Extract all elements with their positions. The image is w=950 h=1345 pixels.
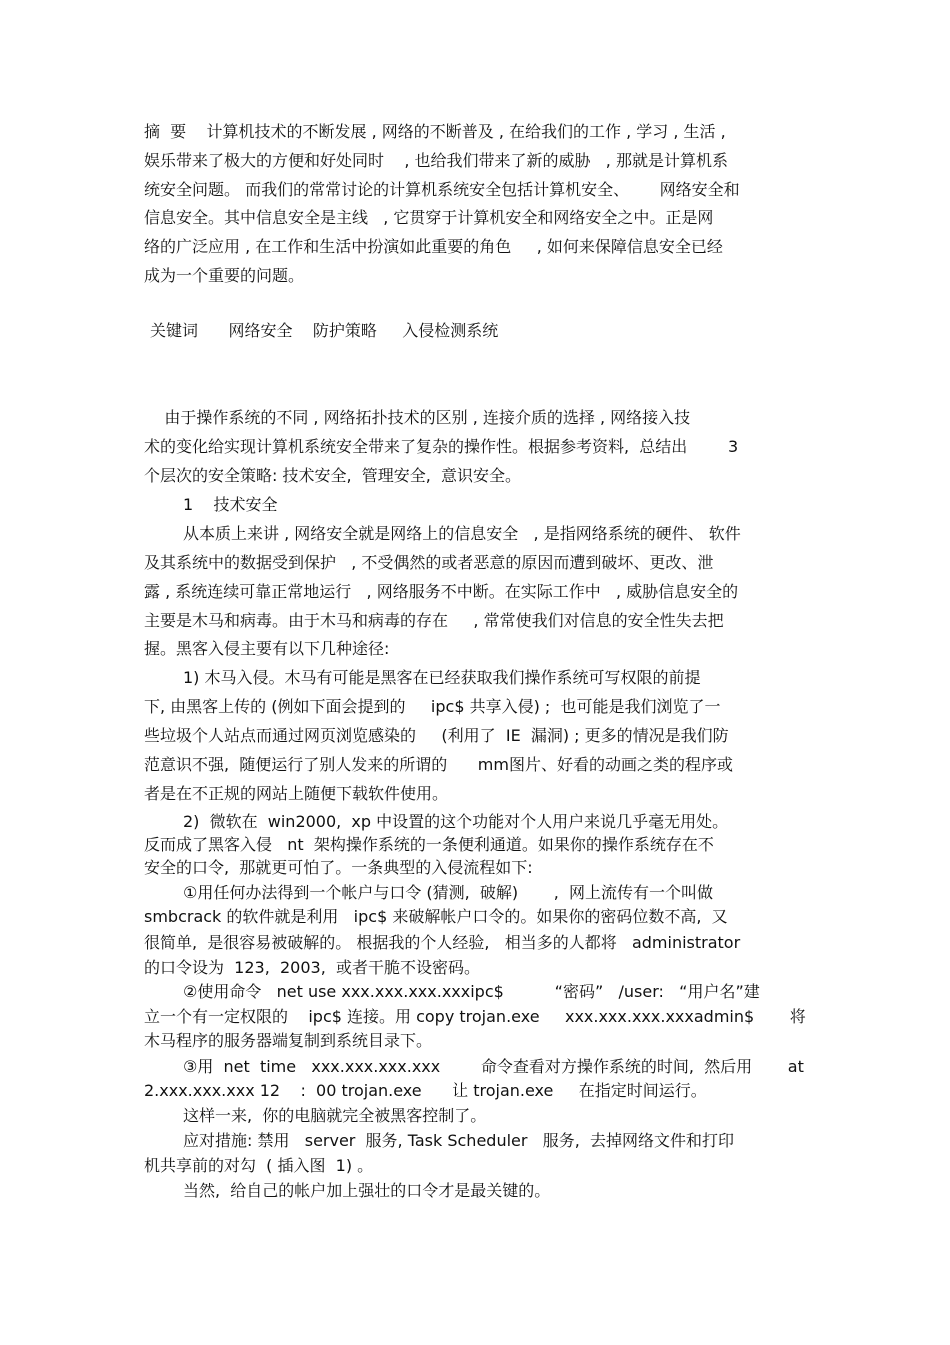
body-line: 范意识不强, 随便运行了别人发来的所谓的 mm图片、好看的动画之类的程序或: [144, 755, 733, 774]
body-line: 些垃圾个人站点而通过网页浏览感染的 (利用了 IE 漏洞) ; 更多的情况是我们防: [144, 726, 729, 745]
body-line: 主要是木马和病毒。由于木马和病毒的存在 , 常常使我们对信息的安全性失去把: [144, 611, 724, 630]
body-line: smbcrack 的软件就是利用 ipc$ 来破解帐户口令的。如果你的密码位数不高, 又: [144, 907, 728, 926]
abstract-line: 络的广泛应用 , 在工作和生活中扮演如此重要的角色 , 如何来保障信息安全已经: [144, 237, 723, 256]
body-line: 术的变化给实现计算机系统安全带来了复杂的操作性。根据参考资料, 总结出 3: [144, 437, 739, 456]
keywords-line: 关键词 网络安全 防护策略 入侵检测系统: [150, 321, 499, 340]
body-line: 个层次的安全策略: 技术安全, 管理安全, 意识安全。: [144, 466, 521, 485]
body-line: 很简单, 是很容易被破解的。 根据我的个人经验, 相当多的人都将 administrator: [144, 933, 741, 952]
body-line: 握。黑客入侵主要有以下几种途径:: [144, 639, 390, 658]
body-line: 下, 由黑客上传的 (例如下面会提到的 ipc$ 共享入侵) ; 也可能是我们浏览了一: [144, 697, 721, 716]
body-line: 1) 木马入侵。木马有可能是黑客在已经获取我们操作系统可写权限的前提: [183, 668, 701, 687]
body-line: 安全的口令, 那就更可怕了。一条典型的入侵流程如下:: [144, 858, 533, 877]
body-line: 者是在不正规的网站上随便下载软件使用。: [144, 784, 449, 803]
body-line: 露 , 系统连续可靠正常地运行 , 网络服务不中断。在实际工作中 , 威胁信息安全的: [144, 582, 739, 601]
abstract-line: 信息安全。其中信息安全是主线 , 它贯穿于计算机安全和网络安全之中。正是网: [144, 208, 714, 227]
abstract-line: 统安全问题。 而我们的常常讨论的计算机系统安全包括计算机安全、 网络安全和: [144, 180, 740, 199]
abstract-line: 娱乐带来了极大的方便和好处同时 , 也给我们带来了新的威胁 , 那就是计算机系: [144, 151, 728, 170]
abstract-line: 摘 要 计算机技术的不断发展 , 网络的不断普及 , 在给我们的工作 , 学习 , 生活 ,: [144, 122, 726, 141]
body-line: 及其系统中的数据受到保护 , 不受偶然的或者恶意的原因而遭到破坏、更改、泄: [144, 553, 714, 572]
body-line: 的口令设为 123, 2003, 或者干脆不设密码。: [144, 958, 480, 977]
section-heading: 1 技术安全: [183, 495, 278, 514]
body-line: 2.xxx.xxx.xxx 12 : 00 trojan.exe 让 trojan.exe 在指定时间运行。: [144, 1081, 707, 1100]
body-line: 由于操作系统的不同 , 网络拓扑技术的区别 , 连接介质的选择 , 网络接入技: [144, 408, 691, 427]
body-line: 反而成了黑客入侵 nt 架构操作系统的一条便利通道。如果你的操作系统存在不: [144, 835, 714, 854]
body-line: 立一个有一定权限的 ipc$ 连接。用 copy trojan.exe xxx.xxx.xxx.xxxadmin$ 将: [144, 1007, 806, 1026]
body-line: 应对措施: 禁用 server 服务, Task Scheduler 服务, 去掉网络文件和打印: [183, 1131, 734, 1150]
body-line: 从本质上来讲 , 网络安全就是网络上的信息安全 , 是指网络系统的硬件、 软件: [183, 524, 741, 543]
abstract-line: 成为一个重要的问题。: [144, 266, 305, 285]
body-line: 2) 微软在 win2000, xp 中设置的这个功能对个人用户来说几乎毫无用处。: [183, 812, 729, 831]
body-line: 当然, 给自己的帐户加上强壮的口令才是最关键的。: [183, 1181, 551, 1200]
body-line: ①用任何办法得到一个帐户与口令 (猜测, 破解) , 网上流传有一个叫做: [183, 883, 714, 902]
body-line: ③用 net time xxx.xxx.xxx.xxx 命令查看对方操作系统的时间, 然后用 at: [183, 1057, 804, 1076]
body-line: 木马程序的服务器端复制到系统目录下。: [144, 1031, 433, 1050]
body-line: 机共享前的对勾 ( 插入图 1) 。: [144, 1156, 374, 1175]
body-line: ②使用命令 net use xxx.xxx.xxx.xxxipc$ “密码” /user: “用户名”建: [183, 982, 760, 1001]
body-line: 这样一来, 你的电脑就完全被黑客控制了。: [183, 1106, 487, 1125]
